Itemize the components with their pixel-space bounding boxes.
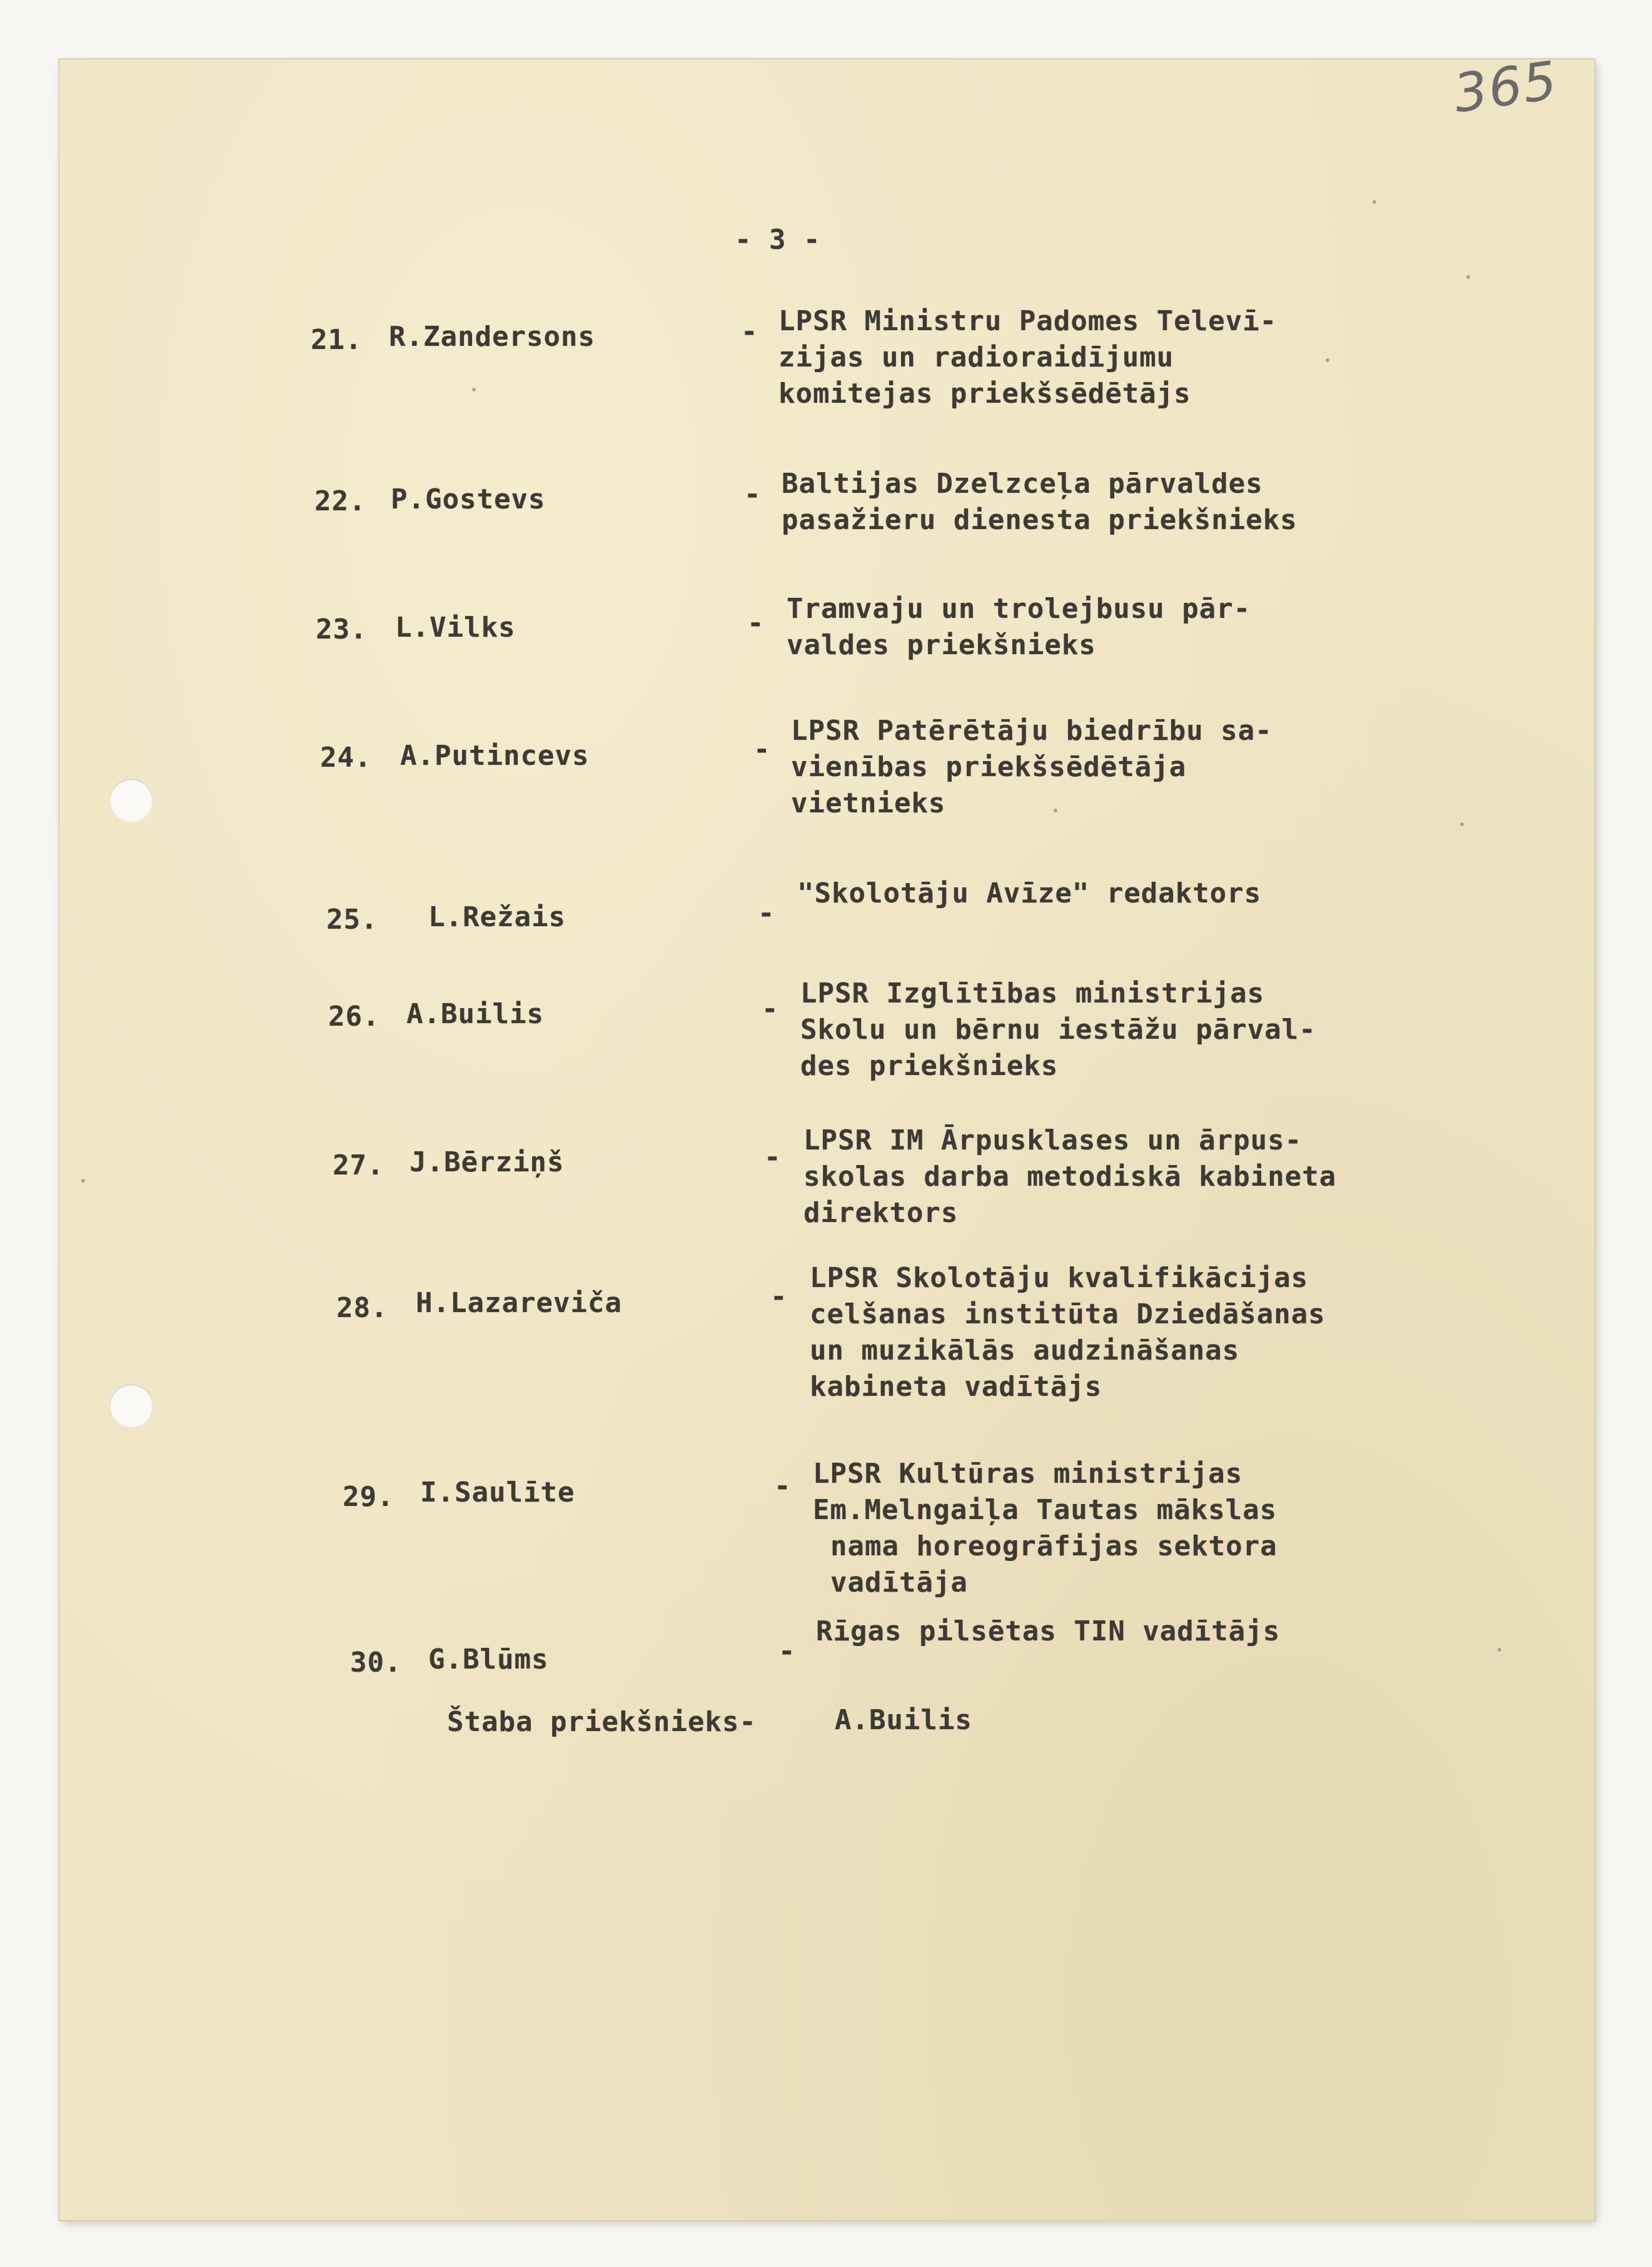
entry-dash: - [753,734,771,765]
role-line: komitejas priekšsēdētājs [778,378,1191,410]
entry-name: G.Blūms [428,1643,549,1675]
footer-label: Štaba priekšnieks- [447,1706,757,1738]
entry-role [778,303,1277,412]
role-line: skolas darba metodiskā kabineta [803,1161,1337,1193]
entry-number: 22. [315,485,366,517]
entry-name: J.Bērziņš [410,1146,565,1178]
entry-name: L.Režais [428,901,566,933]
entry-dash: - [744,478,762,510]
folio-number: 365 [1449,49,1562,125]
entry-role [810,1260,1326,1405]
footer-signatory: A.Builis [835,1704,972,1736]
entry-role [816,1613,1280,1650]
role-line: LPSR Patērētāju biedrību sa- [791,715,1272,747]
punch-hole-lower [109,1384,153,1428]
entry-number: 27. [333,1149,385,1181]
page-number-marker: - 3 - [735,224,821,256]
role-line: des priekšnieks [800,1050,1059,1082]
role-line: zijas un radioraidījumu [778,341,1174,373]
role-line: LPSR Skolotāju kvalifikācijas [810,1262,1309,1294]
role-line: un muzikālās audzināšanas [810,1335,1240,1366]
role-line: kabineta vadītājs [810,1371,1102,1403]
role-line: Tramvaju un trolejbusu pār- [787,593,1251,625]
role-line: nama horeogrāfijas sektora [830,1530,1277,1562]
role-line: LPSR Izglītības ministrijas [800,977,1265,1009]
role-line: Em.Melngaiļa Tautas mākslas [813,1494,1277,1526]
entry-dash: - [764,1141,782,1173]
entry-name: P.Gostevs [391,483,546,515]
entry-role [787,591,1251,664]
role-line: vadītāja [830,1567,968,1598]
role-line: vietnieks [791,787,946,819]
entry-number: 28. [336,1292,388,1324]
entry-number: 29. [343,1481,395,1513]
entry-number: 21. [311,324,363,356]
entry-dash: - [747,607,765,639]
role-line: celšanas institūta Dziedāšanas [810,1298,1326,1330]
entry-dash: - [770,1281,788,1313]
entry-name: R.Zandersons [389,321,595,353]
entry-name: A.Putincevs [400,740,590,772]
entry-name: H.Lazareviča [416,1287,622,1319]
role-line: pasažieru dienesta priekšnieks [782,504,1297,536]
entry-dash: - [762,993,779,1025]
entry-dash: - [741,316,758,348]
entry-name: A.Builis [406,998,544,1030]
entry-number: 23. [316,613,368,645]
entry-number: 25. [326,904,378,936]
entry-number: 26. [328,1001,380,1033]
entry-role [803,1123,1336,1231]
entry-role [782,466,1297,538]
role-line: Baltijas Dzelzceļa pārvaldes [782,468,1263,500]
role-line: "Skolotāju Avīze" redaktors [797,877,1262,909]
entry-name: I.Saulīte [420,1477,575,1508]
entry-role [797,876,1261,912]
role-line: LPSR Kultūras ministrijas [813,1458,1243,1490]
role-line: valdes priekšnieks [787,629,1096,661]
entry-role [791,713,1272,822]
role-line: LPSR Ministru Padomes Televī- [778,305,1277,337]
entry-role [813,1456,1277,1601]
entry-number: 30. [350,1647,402,1679]
role-line: Skolu un bērnu iestāžu pārval- [800,1014,1316,1046]
role-line: Rīgas pilsētas TIN vadītājs [816,1615,1281,1647]
paper-speck [1498,1648,1501,1652]
paper-speck [1466,275,1470,279]
paper-speck [1460,822,1464,826]
entry-dash: - [758,897,775,929]
entry-number: 24. [320,742,372,774]
punch-hole-upper [109,779,153,822]
role-line: vienības priekšsēdētāja [791,751,1187,783]
role-line: LPSR IM Ārpusklases un ārpus- [803,1124,1302,1156]
entry-dash: - [774,1470,792,1502]
paper-speck [1372,200,1376,204]
paper-speck [1326,358,1329,362]
entry-dash: - [778,1635,796,1667]
paper-speck [472,388,476,391]
entry-name: L.Vilks [395,612,516,644]
entry-role [800,976,1316,1084]
paper-speck [81,1179,85,1183]
role-line: direktors [803,1197,959,1229]
